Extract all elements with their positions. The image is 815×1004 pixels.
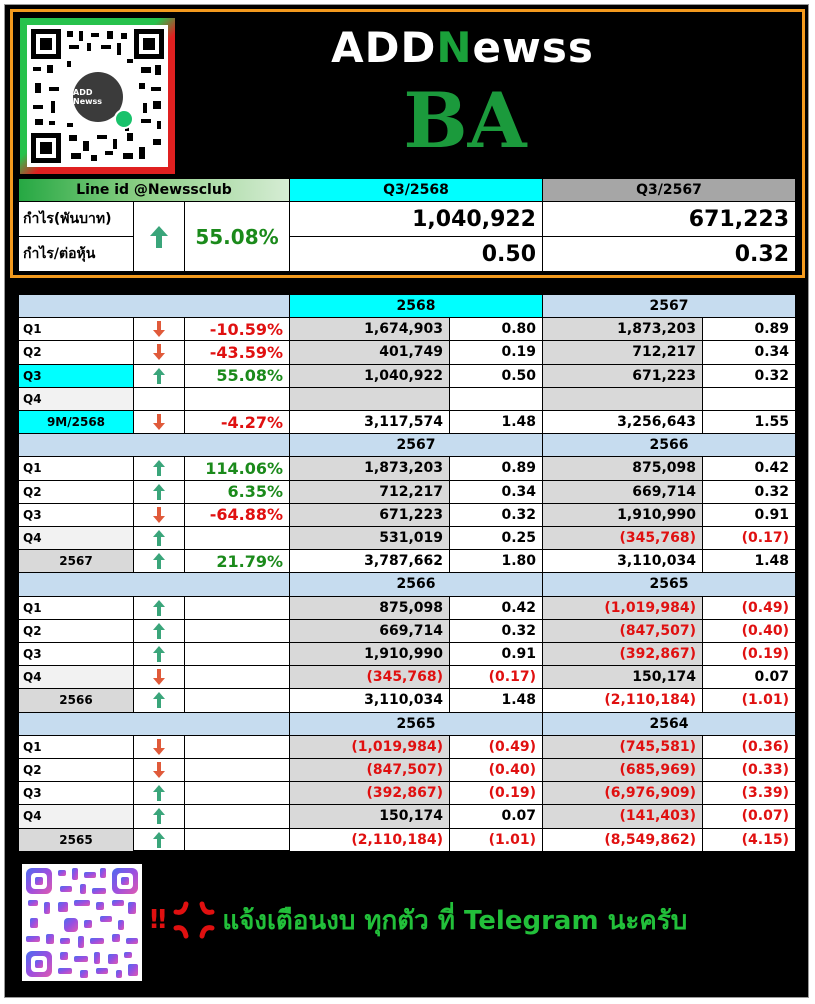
profit-value-a: 3,117,574 [289, 410, 450, 434]
year-b-header: 2564 [542, 712, 796, 736]
year-b-header: 2565 [542, 572, 796, 596]
profit-value-a: 150,174 [289, 804, 450, 828]
quarterly-results-table [18, 294, 796, 850]
section-header-blank [18, 294, 290, 318]
col-previous-header: Q3/2567 [542, 178, 796, 202]
eps-value-a: 1.48 [449, 688, 543, 712]
change-percent [184, 665, 290, 689]
profit-value-a: 3,787,662 [289, 549, 450, 573]
profit-value-a: 1,040,922 [289, 364, 450, 388]
trend-arrow-cell [133, 456, 185, 480]
trend-arrow-cell [133, 804, 185, 828]
year-a-header: 2568 [289, 294, 543, 318]
row-label: Q2 [18, 758, 134, 782]
eps-value-a: 0.80 [449, 317, 543, 341]
profit-value-a: (1,019,984) [289, 735, 450, 759]
double-exclamation-icon: ‼ [150, 905, 167, 935]
eps-value-a: 0.89 [449, 456, 543, 480]
trend-arrow-cell [133, 688, 185, 712]
arrow-up-icon [152, 807, 166, 825]
eps-value-b: (0.33) [702, 758, 796, 782]
telegram-alert-banner [150, 898, 800, 942]
eps-value-b: 1.55 [702, 410, 796, 434]
change-percent [184, 387, 290, 411]
row-label: Q2 [18, 340, 134, 364]
change-percent [184, 619, 290, 643]
eps-value-b [702, 387, 796, 411]
eps-value-a: 0.19 [449, 340, 543, 364]
profit-value-a: 712,217 [289, 480, 450, 504]
row-label: 9M/2568 [18, 410, 134, 434]
arrow-up-icon [152, 784, 166, 802]
qr-code-image [27, 25, 168, 167]
arrow-down-icon [152, 343, 166, 361]
eps-value-a: (0.49) [449, 735, 543, 759]
profit-value-a: 1,873,203 [289, 456, 450, 480]
trend-arrow-cell [133, 758, 185, 782]
year-b-header: 2566 [542, 433, 796, 457]
eps-value-a: 0.25 [449, 526, 543, 550]
row-label: Q1 [18, 735, 134, 759]
footer-panel [10, 854, 805, 991]
eps-value-b: 0.34 [702, 340, 796, 364]
trend-arrow-cell [133, 596, 185, 620]
change-percent: -10.59% [184, 317, 290, 341]
eps-previous: 0.32 [542, 236, 796, 272]
profit-value-a [289, 387, 450, 411]
row-label: Q1 [18, 596, 134, 620]
change-percent: 55.08% [184, 364, 290, 388]
profit-value-b: 1,910,990 [542, 503, 703, 527]
anger-symbol-icon [172, 900, 216, 940]
trend-arrow-cell [133, 526, 185, 550]
trend-arrow-cell [133, 410, 185, 434]
trend-arrow-cell [133, 642, 185, 666]
row-profit-label: กำไร(พันบาท) [18, 201, 134, 237]
profit-value-b: 669,714 [542, 480, 703, 504]
line-chat-icon [114, 109, 134, 129]
profit-value-a: (392,867) [289, 781, 450, 805]
eps-value-a: 0.50 [449, 364, 543, 388]
arrow-down-icon [152, 668, 166, 686]
row-eps-label: กำไร/ต่อหุ้น [18, 236, 134, 272]
profit-value-b: (1,019,984) [542, 596, 703, 620]
eps-value-b: 0.32 [702, 480, 796, 504]
profit-value-b: 150,174 [542, 665, 703, 689]
profit-value-b: (141,403) [542, 804, 703, 828]
section-header-blank [18, 712, 290, 736]
eps-value-b: (1.01) [702, 688, 796, 712]
arrow-up-icon [152, 691, 166, 709]
brand-prefix: ADD [331, 22, 437, 72]
row-label: Q2 [18, 619, 134, 643]
eps-value-a: (0.40) [449, 758, 543, 782]
brand-n: N [436, 22, 473, 72]
eps-value-b: (3.39) [702, 781, 796, 805]
change-percent: -4.27% [184, 410, 290, 434]
stock-ticker: BA [403, 76, 527, 165]
profit-value-b: (345,768) [542, 526, 703, 550]
profit-value-b: (8,549,862) [542, 828, 703, 852]
summary-table [18, 178, 796, 272]
trend-arrow-cell [133, 781, 185, 805]
eps-value-a: 0.34 [449, 480, 543, 504]
profit-value-a: (345,768) [289, 665, 450, 689]
eps-value-a [449, 387, 543, 411]
change-percent: 6.35% [184, 480, 290, 504]
year-a-header: 2567 [289, 433, 543, 457]
change-percent: 21.79% [184, 549, 290, 573]
arrow-up-icon [148, 224, 170, 250]
eps-value-b: 0.42 [702, 456, 796, 480]
brand-logo [290, 22, 635, 72]
profit-value-b: (847,507) [542, 619, 703, 643]
profit-value-b: 671,223 [542, 364, 703, 388]
eps-current: 0.50 [289, 236, 543, 272]
profit-value-a: 669,714 [289, 619, 450, 643]
eps-value-b: 0.91 [702, 503, 796, 527]
section-header-blank [18, 433, 290, 457]
profit-value-b: 875,098 [542, 456, 703, 480]
eps-value-b: (0.07) [702, 804, 796, 828]
change-percent: -64.88% [184, 503, 290, 527]
profit-value-a: 3,110,034 [289, 688, 450, 712]
profit-value-b: 3,256,643 [542, 410, 703, 434]
profit-value-b: (6,976,909) [542, 781, 703, 805]
eps-value-a: 1.48 [449, 410, 543, 434]
profit-value-b: 1,873,203 [542, 317, 703, 341]
year-a-header: 2565 [289, 712, 543, 736]
change-percent: 114.06% [184, 456, 290, 480]
arrow-up-icon [152, 831, 166, 849]
row-label: Q4 [18, 804, 134, 828]
qr-logo-badge: ADD Newss [73, 72, 123, 122]
eps-value-b: (0.17) [702, 526, 796, 550]
profit-value-b [542, 387, 703, 411]
change-percent [184, 781, 290, 805]
arrow-down-icon [152, 320, 166, 338]
profit-value-a: (2,110,184) [289, 828, 450, 852]
row-label: Q1 [18, 456, 134, 480]
row-label: 2566 [18, 688, 134, 712]
profit-value-b: (2,110,184) [542, 688, 703, 712]
row-label: Q4 [18, 526, 134, 550]
row-label: 2565 [18, 828, 134, 852]
row-label: Q1 [18, 317, 134, 341]
eps-value-b: 1.48 [702, 549, 796, 573]
year-a-header: 2566 [289, 572, 543, 596]
profit-value-a: (847,507) [289, 758, 450, 782]
arrow-up-icon [152, 622, 166, 640]
change-percent [184, 758, 290, 782]
eps-value-b: 0.32 [702, 364, 796, 388]
change-percent [184, 642, 290, 666]
row-label: Q2 [18, 480, 134, 504]
change-percent [184, 735, 290, 759]
line-qr-code[interactable] [20, 18, 175, 174]
change-percent [184, 828, 290, 852]
arrow-down-icon [152, 413, 166, 431]
row-label: 2567 [18, 549, 134, 573]
profit-current: 1,040,922 [289, 201, 543, 237]
eps-value-b: (4.15) [702, 828, 796, 852]
section-header-blank [18, 572, 290, 596]
row-label: Q4 [18, 387, 134, 411]
change-arrow-cell [133, 201, 185, 272]
eps-value-b: 0.89 [702, 317, 796, 341]
profit-value-a: 875,098 [289, 596, 450, 620]
arrow-up-icon [152, 645, 166, 663]
profit-value-a: 401,749 [289, 340, 450, 364]
change-percent [184, 688, 290, 712]
arrow-up-icon [152, 599, 166, 617]
eps-value-a: (0.17) [449, 665, 543, 689]
telegram-qr-code[interactable] [22, 864, 142, 981]
row-label: Q3 [18, 364, 134, 388]
profit-value-b: 712,217 [542, 340, 703, 364]
qr-pattern-icon [24, 866, 140, 979]
arrow-up-icon [152, 552, 166, 570]
change-percent [184, 526, 290, 550]
eps-value-b: 0.07 [702, 665, 796, 689]
trend-arrow-cell [133, 619, 185, 643]
change-percent: 55.08% [184, 201, 290, 272]
eps-value-a: 0.32 [449, 619, 543, 643]
profit-value-a: 531,019 [289, 526, 450, 550]
brand-suffix: ewss [472, 22, 594, 72]
eps-value-a: 0.32 [449, 503, 543, 527]
trend-arrow-cell [133, 480, 185, 504]
profit-value-a: 1,674,903 [289, 317, 450, 341]
profit-value-a: 671,223 [289, 503, 450, 527]
row-label: Q3 [18, 781, 134, 805]
eps-value-a: 0.07 [449, 804, 543, 828]
eps-value-a: 0.42 [449, 596, 543, 620]
row-label: Q3 [18, 642, 134, 666]
arrow-up-icon [152, 529, 166, 547]
trend-arrow-cell [133, 387, 185, 411]
row-label: Q4 [18, 665, 134, 689]
trend-arrow-cell [133, 317, 185, 341]
arrow-up-icon [152, 483, 166, 501]
eps-value-b: (0.19) [702, 642, 796, 666]
arrow-down-icon [152, 738, 166, 756]
eps-value-b: (0.40) [702, 619, 796, 643]
arrow-down-icon [152, 761, 166, 779]
eps-value-b: (0.36) [702, 735, 796, 759]
year-b-header: 2567 [542, 294, 796, 318]
eps-value-a: 0.91 [449, 642, 543, 666]
eps-value-b: (0.49) [702, 596, 796, 620]
trend-arrow-cell [133, 735, 185, 759]
profit-value-b: 3,110,034 [542, 549, 703, 573]
profit-value-a: 1,910,990 [289, 642, 450, 666]
trend-arrow-cell [133, 340, 185, 364]
alert-text: แจ้งเตือนงบ ทุกตัว ที่ Telegram นะครับ [222, 905, 688, 936]
col-current-header: Q3/2568 [289, 178, 543, 202]
arrow-down-icon [152, 506, 166, 524]
change-percent [184, 804, 290, 828]
trend-arrow-cell [133, 503, 185, 527]
arrow-up-icon [152, 459, 166, 477]
row-label: Q3 [18, 503, 134, 527]
change-percent: -43.59% [184, 340, 290, 364]
line-id-label: Line id @Newssclub [18, 178, 290, 202]
trend-arrow-cell [133, 549, 185, 573]
profit-previous: 671,223 [542, 201, 796, 237]
profit-value-b: (685,969) [542, 758, 703, 782]
eps-value-a: (1.01) [449, 828, 543, 852]
arrow-up-icon [152, 367, 166, 385]
profit-value-b: (392,867) [542, 642, 703, 666]
trend-arrow-cell [133, 364, 185, 388]
trend-arrow-cell [133, 665, 185, 689]
trend-arrow-cell [133, 828, 185, 852]
eps-value-a: (0.19) [449, 781, 543, 805]
change-percent [184, 596, 290, 620]
profit-value-b: (745,581) [542, 735, 703, 759]
eps-value-a: 1.80 [449, 549, 543, 573]
